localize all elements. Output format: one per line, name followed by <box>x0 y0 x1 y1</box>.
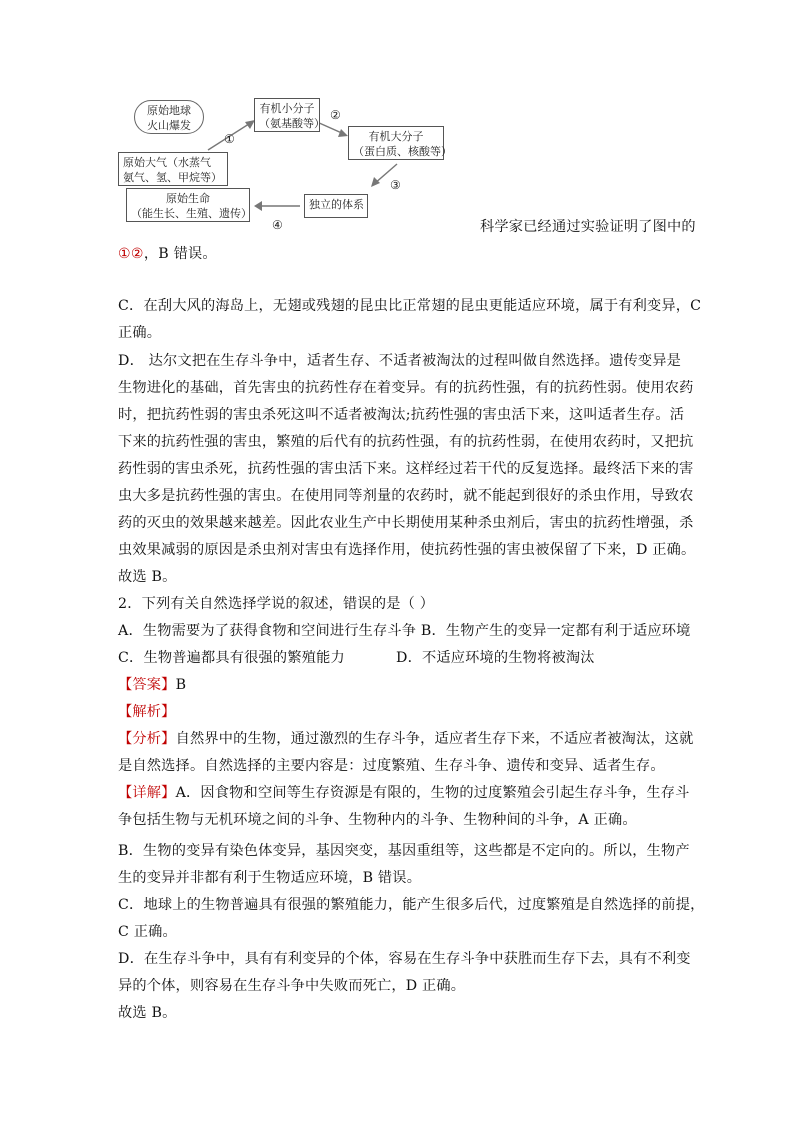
organic-large-molecules-box <box>348 126 452 160</box>
step-3-label: ③ <box>390 178 401 192</box>
organic-small-line1: 有机小分子 <box>259 102 315 115</box>
primitive-atmosphere-line1: 原始大气（水蒸气 <box>123 156 211 169</box>
text-line: 异的个体，则容易在生存斗争中失败而死亡，D 正确。 <box>118 978 466 994</box>
answer-line <box>118 672 688 699</box>
answer-value: B <box>175 677 187 693</box>
text-line: D． 达尔文把在生存斗争中，适者生存、不适者被淘汰的过程叫做自然选择。遗传变异是 <box>118 353 682 369</box>
text-line: 虫大多是抗药性强的害虫。在使用同等剂量的农药时，就不能起到很好的杀虫作用，导致农 <box>118 488 694 504</box>
text-line: D．在生存斗争中，具有有利变异的个体，容易在生存斗争中获胜而生存下去，具有不利变 <box>118 951 691 967</box>
circled-steps: ①② <box>118 246 144 262</box>
analysis-text-1: 自然界中的生物，通过激烈的生存斗争，适应者生存下来，不适应者被淘汰，这就 <box>175 731 694 747</box>
primitive-life-box <box>126 188 250 222</box>
text-line <box>118 241 688 268</box>
text-line: 生物进化的基础，首先害虫的抗药性存在着变异。有的抗药性强，有的抗药性弱。使用农药 <box>118 380 694 396</box>
organic-large-line2: （蛋白质、核酸等） <box>353 145 452 158</box>
option-a-b: A．生物需要为了获得食物和空间进行生存斗争 B．生物产生的变异一定都有利于适应环境 <box>118 623 691 639</box>
jiexi-tag: 【解析】 <box>118 704 176 720</box>
text-line: B．生物的变异有染色体变异，基因突变，基因重组等，这些都是不定向的。所以，生物产 <box>118 843 690 859</box>
option-d: D．不适应环境的生物将被淘汰 <box>396 650 595 666</box>
text-line: 药的灭虫的效果越来越差。因此农业生产中长期使用某种杀虫剂后，害虫的抗药性增强，杀 <box>118 515 694 531</box>
text-line: C．地球上的生物普遍具有很强的繁殖能力，能产生很多后代，过度繁殖是自然选择的前提， <box>118 897 705 913</box>
text-line: 时，把抗药性弱的害虫杀死这叫不适者被淘汰;抗药性强的害虫活下来，这叫适者生存。活 <box>118 407 685 423</box>
text-line: 故选 B。 <box>118 569 177 585</box>
text-line <box>480 214 700 241</box>
text-line: 正确。 <box>118 325 162 341</box>
line-l2-rest: ，B 错误。 <box>143 246 217 262</box>
organic-large-line1: 有机大分子 <box>368 130 424 143</box>
primitive-atmosphere-line2: 氨气、氢、甲烷等） <box>123 171 222 184</box>
text-line: 生的变异并非都有利于生物适应环境，B 错误。 <box>118 870 422 886</box>
detail-text-1: A．因食物和空间等生存资源是有限的，生物的过度繁殖会引起生存斗争，生存斗 <box>175 785 690 801</box>
detail-tag: 【详解】 <box>118 785 176 801</box>
organic-small-line2: （氨基酸等） <box>259 117 325 130</box>
step-2-label: ② <box>330 108 341 122</box>
line-l1: 科学家已经通过实验证明了图中的 <box>480 219 696 235</box>
text-line: 虫效果减弱的原因是杀虫剂对害虫有选择作用，使抗药性强的害虫被保留了下来，D 正确。 <box>118 542 696 558</box>
primitive-life-line2: （能生长、生殖、遗传） <box>131 207 252 220</box>
text-line: C．在刮大风的海岛上，无翅或残翅的昆虫比正常翅的昆虫更能适应环境，属于有利变异，C <box>118 298 702 314</box>
detail-line <box>118 780 688 807</box>
step-1-label: ① <box>224 132 235 146</box>
text-line: 下来的抗药性强的害虫，繁殖的后代有的抗药性强，有的抗药性弱，在使用农药时，又把抗 <box>118 434 694 450</box>
text-line: 是自然选择。自然选择的主要内容是：过度繁殖、生存斗争、遗传和变异、适者生存。 <box>118 758 665 774</box>
independent-system-box <box>304 194 368 218</box>
text-line: 争包括生物与无机环境之间的斗争、生物种内的斗争、生物种间的斗争，A 正确。 <box>118 812 637 828</box>
independent-system-label: 独立的体系 <box>309 198 364 211</box>
analysis-tag: 【分析】 <box>118 731 176 747</box>
primitive-earth-line2: 火山爆发 <box>147 119 191 132</box>
jiexi-line <box>118 699 688 726</box>
option-c-d <box>118 645 688 672</box>
text-line: 故选 B。 <box>118 1005 177 1021</box>
question-2: 2．下列有关自然选择学说的叙述，错误的是（ ） <box>118 596 435 612</box>
origin-of-life-diagram <box>112 92 452 240</box>
primitive-earth-box <box>134 100 204 134</box>
text-line: C 正确。 <box>118 924 177 940</box>
text-line: 药性弱的害虫杀死，抗药性强的害虫活下来。这样经过若干代的反复选择。最终活下来的害 <box>118 461 694 477</box>
primitive-atmosphere-box <box>118 152 228 186</box>
primitive-life-line1: 原始生命 <box>166 192 210 205</box>
option-c: C．生物普遍都具有很强的繁殖能力 <box>118 650 345 666</box>
primitive-earth-line1: 原始地球 <box>147 104 191 117</box>
analysis-line <box>118 726 694 753</box>
answer-tag: 【答案】 <box>118 677 176 693</box>
organic-small-molecules-box <box>254 98 325 132</box>
step-4-label: ④ <box>272 218 283 232</box>
